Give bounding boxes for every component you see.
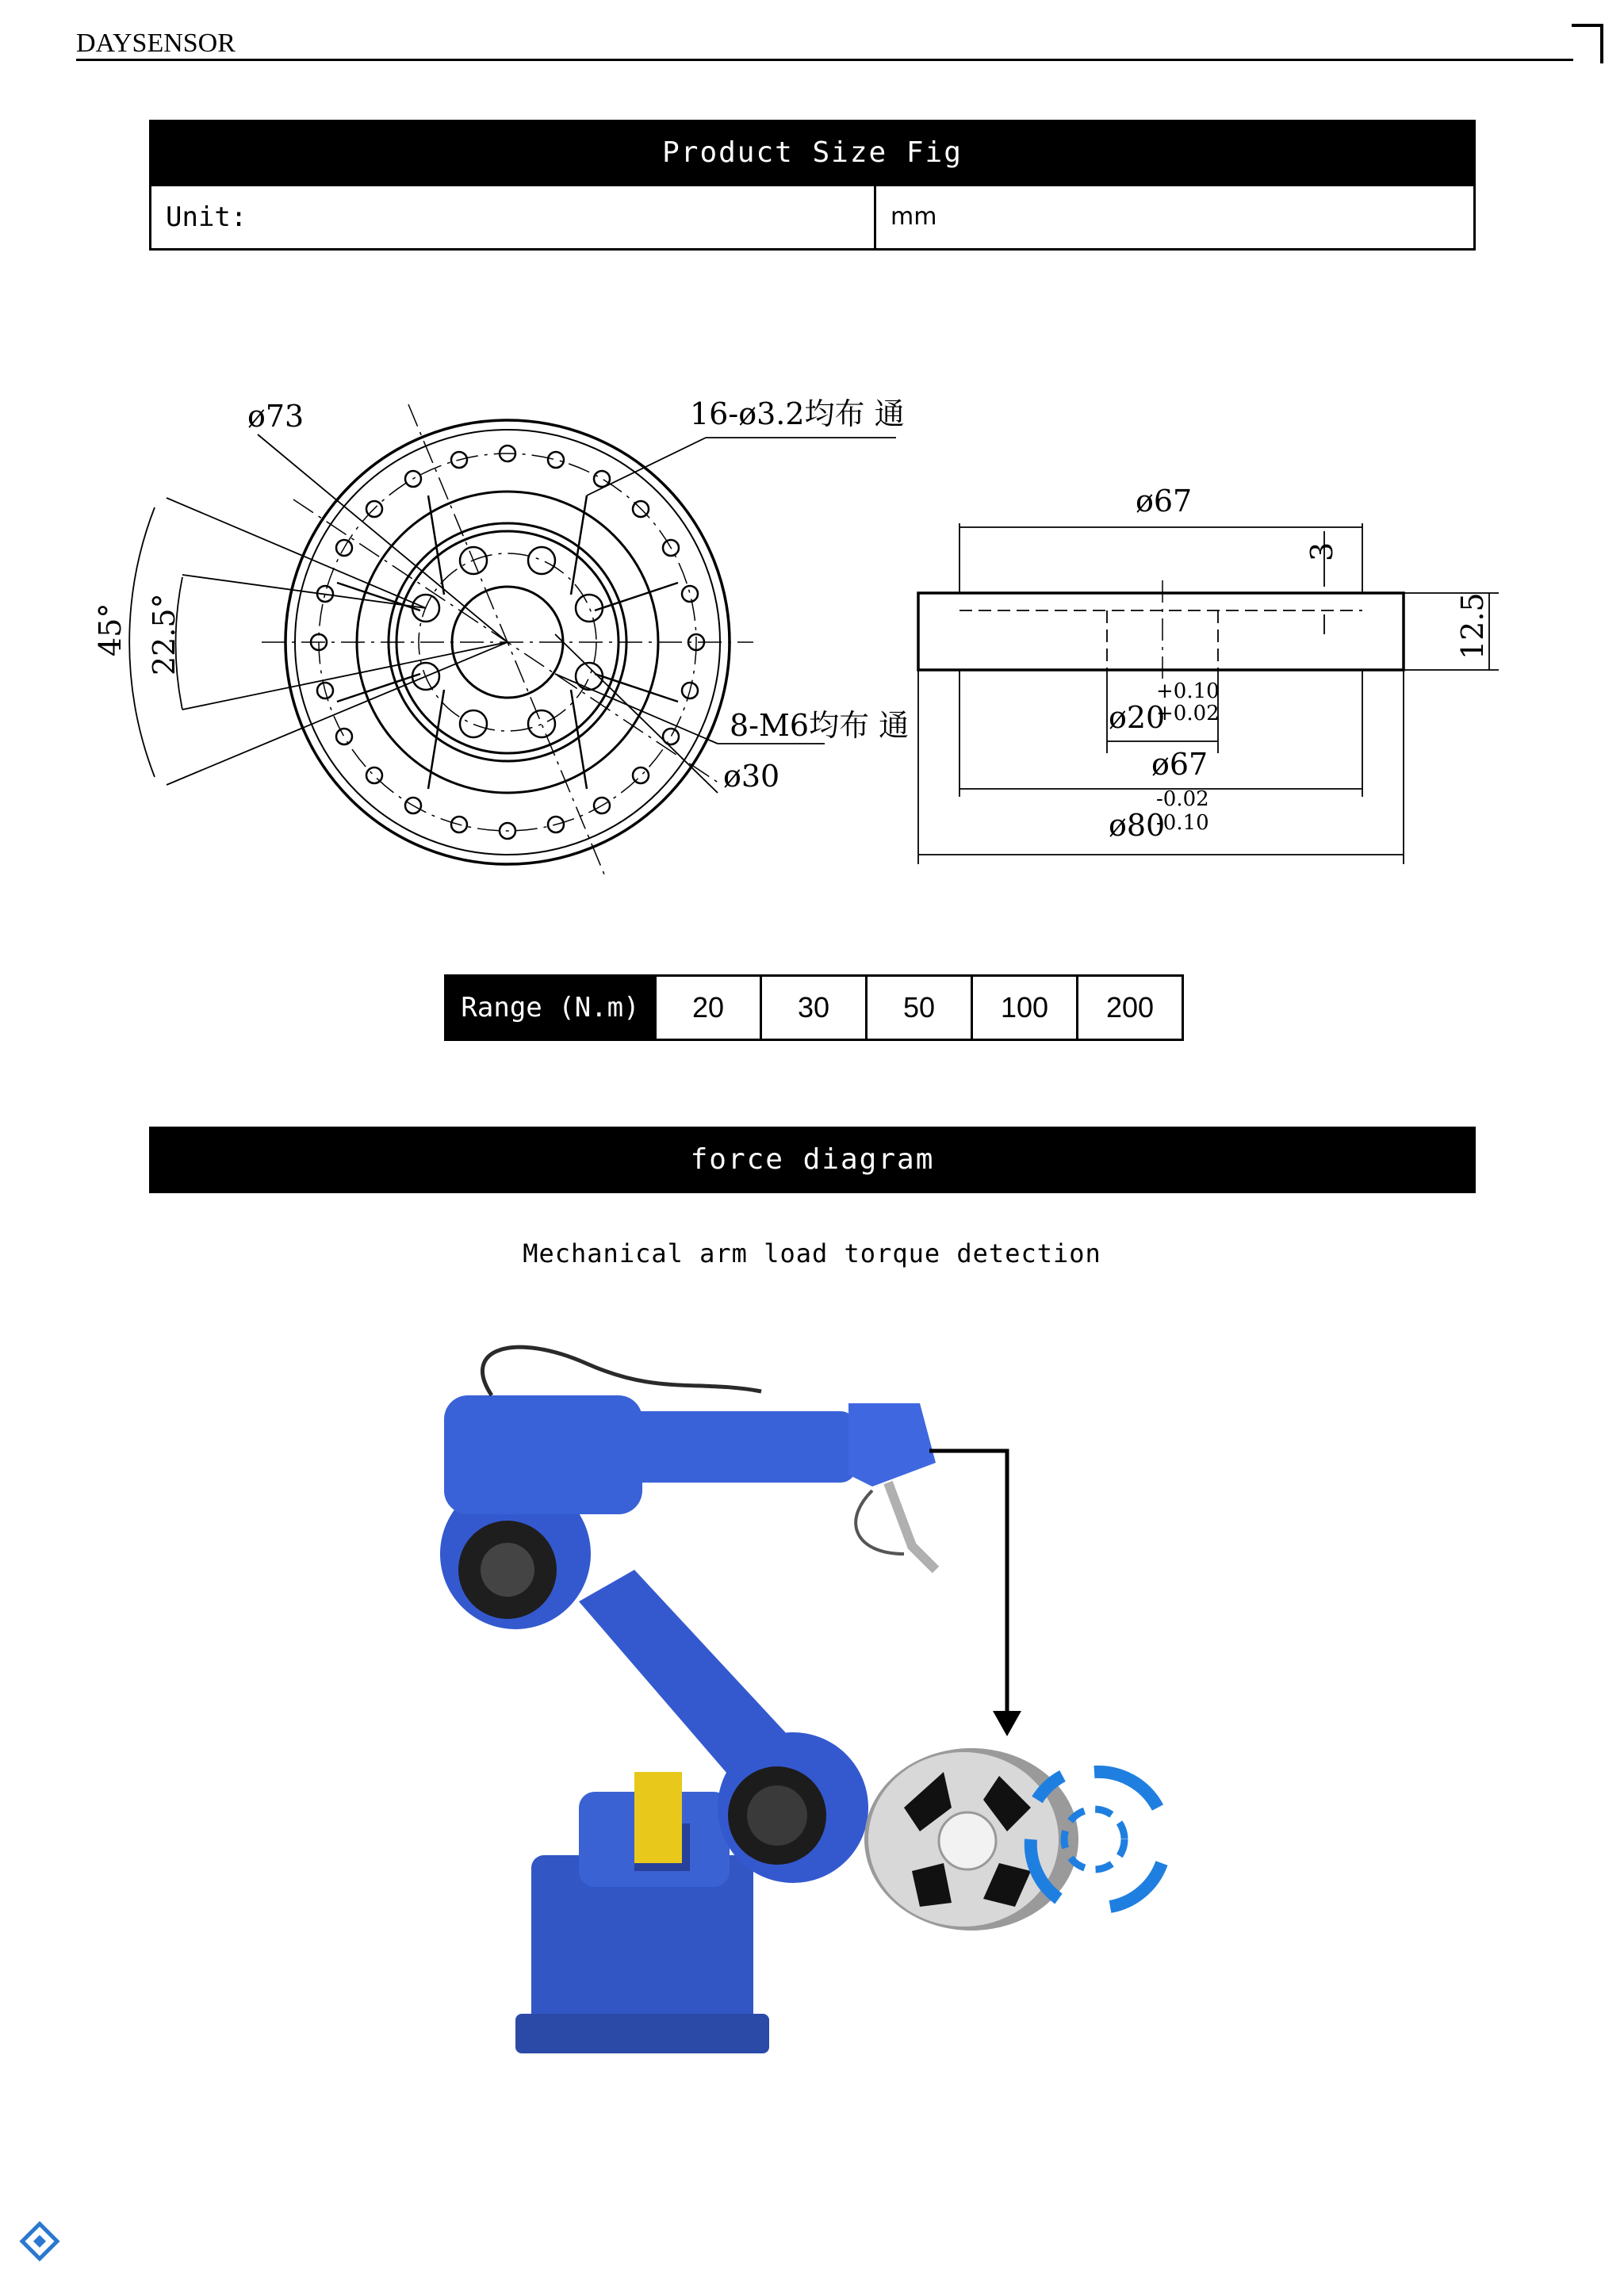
- range-value: 200: [1076, 977, 1182, 1039]
- front-view: [129, 404, 896, 880]
- angle-22-5: 22.5°: [147, 593, 182, 675]
- dim-holes8: 8-M6均布 通: [730, 708, 910, 743]
- dim-dia67-top: ø67: [1136, 484, 1193, 519]
- unit-row: [149, 186, 1476, 251]
- dim-12-5: 12.5: [1455, 592, 1490, 660]
- range-value: 50: [865, 977, 971, 1039]
- robot-arm-illustration: [396, 1316, 1189, 2077]
- force-caption: Mechanical arm load torque detection: [523, 1238, 1101, 1269]
- unit-value: mm: [891, 203, 937, 231]
- range-value: 30: [760, 977, 865, 1039]
- header-rule: [76, 59, 1573, 61]
- range-value: 100: [971, 977, 1076, 1039]
- range-value: 20: [654, 977, 760, 1039]
- dim-dia30: ø30: [723, 759, 780, 794]
- force-diagram-title: force diagram: [149, 1127, 1476, 1193]
- tol20-lower: +0.02: [1156, 702, 1220, 725]
- dim-dia80: ø80: [1109, 808, 1166, 843]
- corner-mark: [1572, 24, 1603, 63]
- technical-drawing: [79, 373, 1554, 896]
- tol20-upper: +0.10: [1156, 679, 1220, 703]
- dim-dia73: ø73: [247, 399, 304, 434]
- dim-dia20: ø20: [1109, 700, 1166, 735]
- tol80-upper: -0.02: [1156, 787, 1209, 811]
- brand-name: DAYSENSOR: [76, 29, 236, 58]
- torque-sensor-image: [864, 1748, 1078, 1931]
- tol80-lower: -0.10: [1156, 811, 1209, 835]
- unit-label: Unit:: [151, 186, 876, 248]
- dim-3: 3: [1304, 541, 1339, 561]
- range-label: Range (N.m): [446, 977, 654, 1039]
- angle-45: 45°: [93, 603, 128, 656]
- range-table: [444, 974, 1184, 1041]
- company-logo: [16, 2220, 63, 2267]
- product-size-title: Product Size Fig: [149, 120, 1476, 186]
- dim-holes16: 16-ø3.2均布 通: [690, 396, 905, 431]
- dim-dia67-bottom: ø67: [1151, 747, 1208, 782]
